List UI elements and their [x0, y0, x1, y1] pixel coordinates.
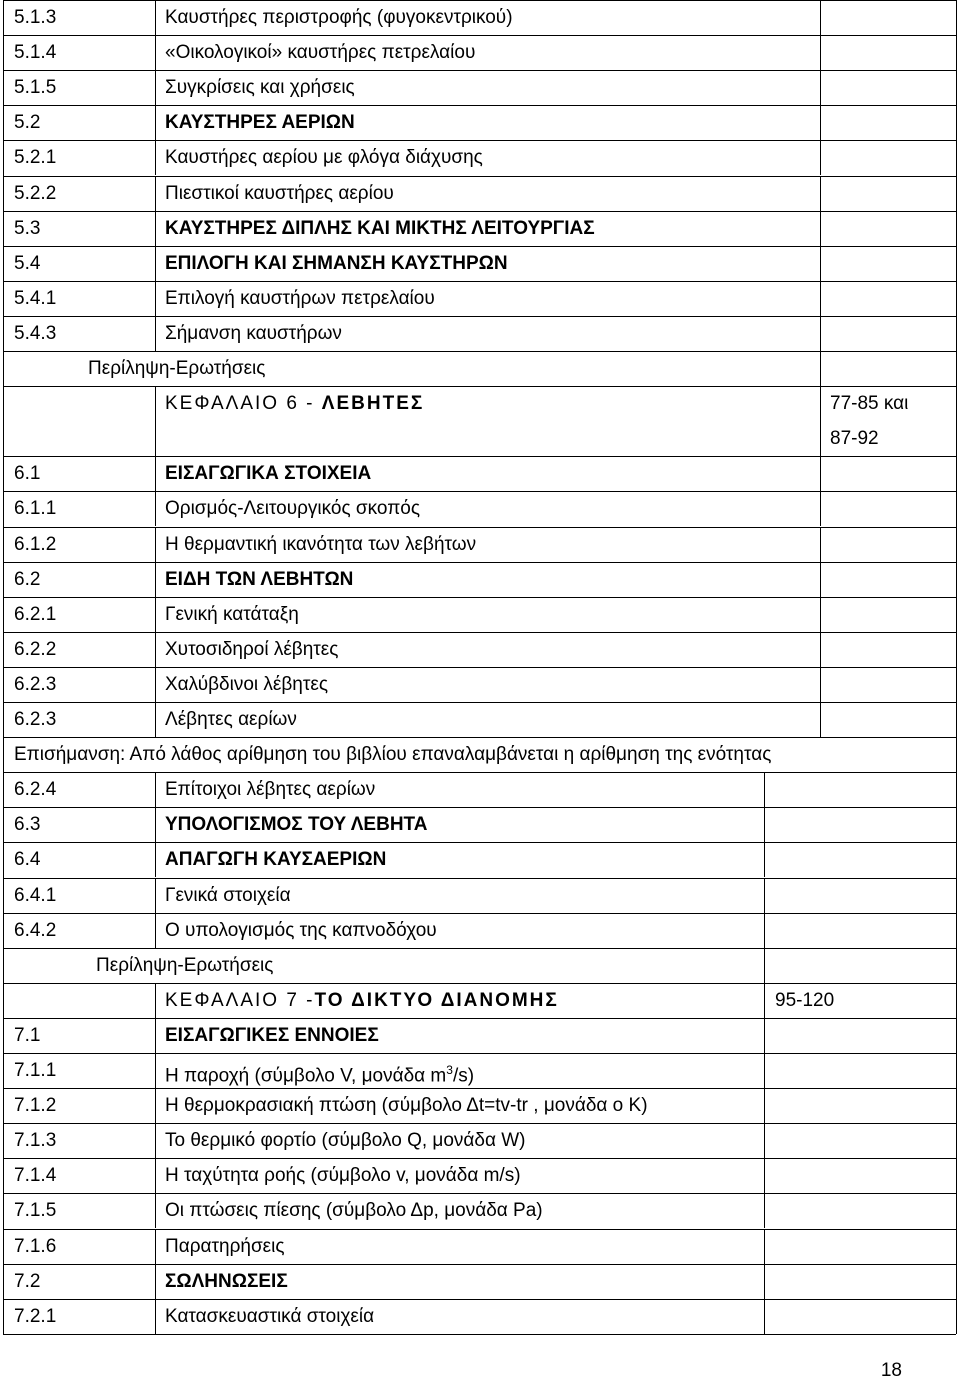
summary-label	[88, 351, 265, 386]
table-divider	[820, 456, 821, 491]
section-title	[165, 140, 483, 175]
table-rule	[3, 562, 956, 563]
chapter-title: ΛΕΒΗΤΕΣ	[321, 393, 425, 415]
table-rule	[3, 597, 956, 598]
title-text: ΚΑΥΣΤΗΡΕΣ ΑΕΡΙΩΝ	[165, 112, 355, 134]
table-divider	[820, 246, 821, 281]
section-number: 5.2.1	[14, 147, 57, 169]
table-divider	[155, 176, 156, 211]
title-text: Επιλογή καυστήρων πετρελαίου	[165, 287, 435, 309]
table-rule	[3, 1264, 956, 1265]
chapter-label: ΚΕΦΑΛΑΙΟ 7 -	[165, 989, 315, 1011]
table-divider	[155, 1088, 156, 1123]
section-number: 6.2.3	[14, 709, 57, 730]
table-divider	[155, 527, 156, 562]
table-divider	[820, 632, 821, 667]
table-divider	[155, 983, 156, 1018]
table-divider	[155, 35, 156, 70]
table-divider	[764, 1229, 765, 1264]
section-number: 5.4.3	[14, 322, 57, 344]
table-rule	[3, 386, 956, 387]
title-text: Επισήμανση: Από λάθος αρίθμηση του βιβλίου επαναλαμβάνεται η αρίθμηση της ενότητας	[14, 744, 772, 766]
title-text: Σήμανση καυστήρων	[165, 322, 342, 344]
table-divider	[820, 176, 821, 211]
table-rule	[3, 1018, 956, 1019]
table-divider	[155, 842, 156, 877]
section-number: 6.4.1	[14, 884, 57, 906]
table-divider	[820, 562, 821, 597]
superscript: 3	[446, 1063, 453, 1077]
section-title	[165, 456, 371, 491]
table-divider	[155, 456, 156, 491]
section-title	[165, 632, 338, 667]
section-number: 5.2.2	[14, 182, 57, 204]
section-title	[165, 281, 435, 316]
section-title	[165, 1123, 526, 1158]
table-divider	[155, 1158, 156, 1193]
title-text: Πιεστικοί καυστήρες αερίου	[165, 182, 394, 204]
table-divider	[155, 702, 156, 737]
section-number: 6.2.1	[14, 603, 57, 625]
table-rule	[3, 807, 956, 808]
table-rule	[3, 1334, 956, 1335]
table-divider	[155, 1123, 156, 1158]
table-rule	[3, 842, 956, 843]
table-rule	[3, 70, 956, 71]
title-text: ΕΙΣΑΓΩΓΙΚΕΣ ΕΝΝΟΙΕΣ	[165, 1024, 379, 1046]
table-rule	[3, 667, 956, 668]
table-rule	[3, 1299, 956, 1300]
section-number: 7.1.5	[14, 1200, 57, 1222]
table-divider	[155, 1264, 156, 1299]
section-number: 7.1.2	[14, 1095, 57, 1117]
section-number: 6.1	[14, 463, 41, 485]
table-divider	[155, 878, 156, 913]
title-text: ΥΠΟΛΟΓΙΣΜΟΣ ΤΟΥ ΛΕΒΗΤΑ	[165, 814, 428, 836]
section-title	[165, 772, 375, 807]
chapter-label: ΚΕΦΑΛΑΙΟ 6 -	[165, 393, 322, 415]
table-divider	[956, 0, 957, 1334]
table-divider	[155, 316, 156, 351]
section-number: 7.1.3	[14, 1130, 57, 1152]
table-divider	[820, 140, 821, 175]
table-divider	[764, 1193, 765, 1228]
section-title	[165, 1193, 543, 1228]
table-divider	[764, 772, 765, 807]
table-divider	[764, 1088, 765, 1123]
table-divider	[820, 211, 821, 246]
title-text: ΣΩΛΗΝΩΣΕΙΣ	[165, 1270, 288, 1292]
section-number: 6.2	[14, 568, 41, 590]
section-number: 6.2.4	[14, 779, 57, 801]
title-text: Κατασκευαστικά στοιχεία	[165, 1305, 375, 1327]
table-rule	[3, 491, 956, 492]
table-divider	[155, 1299, 156, 1334]
section-number: 7.2	[14, 1270, 41, 1292]
table-divider	[155, 1229, 156, 1264]
title-text: ΑΠΑΓΩΓΗ ΚΑΥΣΑΕΡΙΩΝ	[165, 849, 387, 871]
table-divider	[820, 667, 821, 702]
title-suffix: /s)	[452, 1065, 475, 1087]
table-divider	[820, 702, 821, 737]
table-divider	[155, 772, 156, 807]
section-title	[165, 491, 420, 526]
table-divider	[764, 1123, 765, 1158]
table-rule	[3, 913, 956, 914]
table-divider	[820, 0, 821, 35]
title-text: Χυτοσιδηροί λέβητες	[165, 638, 339, 660]
note-text	[14, 737, 771, 772]
title-text: Οι πτώσεις πίεσης (σύμβολο Δp, μονάδα Pa)	[165, 1200, 543, 1222]
table-divider	[155, 1053, 156, 1088]
section-number: 6.4.2	[14, 919, 57, 941]
table-divider	[764, 1158, 765, 1193]
table-divider	[155, 0, 156, 35]
section-number: 5.2	[14, 112, 41, 134]
section-number: 6.1.1	[14, 498, 57, 520]
table-divider	[764, 1053, 765, 1088]
title-text: Η ταχύτητα ροής (σύμβολο v, μονάδα m/s)	[165, 1165, 521, 1187]
table-divider	[155, 597, 156, 632]
table-divider	[155, 386, 156, 456]
section-number: 6.4	[14, 849, 41, 871]
title-text: Η παροχή (σύμβολο V, μονάδα m	[165, 1065, 447, 1087]
title-text: Το θερμικό φορτίο (σύμβολο Q, μονάδα W)	[165, 1130, 526, 1152]
table-rule	[3, 316, 956, 317]
table-divider	[155, 281, 156, 316]
table-divider	[155, 491, 156, 526]
table-divider	[820, 351, 821, 386]
section-title	[165, 105, 355, 140]
table-rule	[3, 772, 956, 773]
table-divider	[820, 105, 821, 140]
section-title	[165, 1088, 648, 1123]
page-range: 77-85 και	[830, 393, 909, 415]
table-rule	[3, 1229, 956, 1230]
page-range-continued: 87-92	[830, 428, 879, 450]
title-text: Συγκρίσεις και χρήσεις	[165, 77, 355, 99]
section-title	[165, 246, 508, 281]
section-title	[165, 597, 299, 632]
section-title	[165, 1229, 285, 1264]
section-title	[165, 807, 427, 842]
table-rule	[3, 702, 956, 703]
table-divider	[764, 1299, 765, 1334]
section-title	[165, 878, 291, 913]
section-title	[165, 1158, 521, 1193]
section-title	[165, 0, 513, 35]
section-title	[165, 1299, 374, 1334]
table-rule	[3, 878, 956, 879]
table-rule	[3, 105, 956, 106]
section-title	[165, 983, 559, 1018]
summary-label	[96, 948, 273, 983]
title-text: Λέβητες αερίων	[165, 709, 297, 730]
table-divider	[155, 70, 156, 105]
section-title	[165, 386, 424, 421]
section-title	[165, 70, 355, 105]
section-number: 6.2.2	[14, 638, 57, 660]
section-title	[165, 35, 475, 70]
title-text: ΕΙΔΗ ΤΩΝ ΛΕΒΗΤΩΝ	[165, 568, 354, 590]
table-divider	[820, 70, 821, 105]
table-divider	[155, 105, 156, 140]
section-title	[165, 1018, 379, 1053]
table-divider	[820, 527, 821, 562]
section-number: 5.3	[14, 217, 41, 239]
section-title	[165, 913, 437, 948]
section-number: 7.1.6	[14, 1235, 57, 1257]
title-text: Χαλύβδινοι λέβητες	[165, 673, 328, 695]
table-divider	[155, 807, 156, 842]
table-divider	[155, 913, 156, 948]
table-divider	[820, 491, 821, 526]
table-rule	[3, 632, 956, 633]
section-title	[165, 316, 342, 351]
table-divider	[820, 597, 821, 632]
chapter-title: ΤΟ ΔΙΚΤΥΟ ΔΙΑΝΟΜΗΣ	[314, 989, 559, 1011]
section-number: 7.1.1	[14, 1060, 57, 1081]
title-text: Ο υπολογισμός της καπνοδόχου	[165, 919, 437, 941]
title-text: Ορισμός-Λειτουργικός σκοπός	[165, 498, 421, 520]
section-number: 7.1.4	[14, 1165, 57, 1187]
title-text: Καυστήρες περιστροφής (φυγοκεντρικού)	[165, 7, 513, 28]
title-text: Η θερμαντική ικανότητα των λεβήτων	[165, 533, 477, 555]
section-number: 5.4.1	[14, 287, 57, 309]
table-divider	[764, 948, 765, 983]
section-title	[165, 176, 394, 211]
page-number: 18	[880, 1360, 902, 1381]
section-number: 5.4	[14, 252, 41, 274]
title-text: Περίληψη-Ερωτήσεις	[88, 358, 266, 379]
title-text: ΕΙΣΑΓΩΓΙΚΑ ΣΤΟΙΧΕΙΑ	[165, 463, 372, 485]
section-number: 5.1.4	[14, 42, 57, 64]
table-divider	[155, 562, 156, 597]
table-divider	[155, 632, 156, 667]
title-text: Επίτοιχοι λέβητες αερίων	[165, 779, 376, 801]
table-divider	[764, 1264, 765, 1299]
table-divider	[764, 842, 765, 877]
section-number: 5.1.5	[14, 77, 57, 99]
table-divider	[155, 667, 156, 702]
table-divider	[820, 281, 821, 316]
section-title	[165, 562, 353, 597]
table-divider	[764, 1018, 765, 1053]
table-rule	[3, 281, 956, 282]
table-divider	[155, 1018, 156, 1053]
table-rule	[3, 176, 956, 177]
title-text: Γενικά στοιχεία	[165, 884, 291, 906]
table-divider	[155, 246, 156, 281]
table-divider	[820, 316, 821, 351]
title-text: Καυστήρες αερίου με φλόγα διάχυσης	[165, 147, 483, 169]
title-text: Γενική κατάταξη	[165, 603, 299, 625]
table-divider	[764, 807, 765, 842]
title-text: ΚΑΥΣΤΗΡΕΣ ΔΙΠΛΗΣ ΚΑΙ ΜΙΚΤΗΣ ΛΕΙΤΟΥΡΓΙΑΣ	[165, 217, 595, 239]
table-divider	[155, 140, 156, 175]
table-divider	[820, 35, 821, 70]
table-rule	[3, 35, 956, 36]
table-divider	[764, 983, 765, 1018]
section-title	[165, 211, 595, 246]
title-text: Η θερμοκρασιακή πτώση (σύμβολο Δt=tv-tr , μονάδα o K)	[165, 1095, 648, 1117]
table-divider	[155, 211, 156, 246]
section-title	[165, 527, 476, 562]
section-number: 6.1.2	[14, 533, 57, 555]
page-range: 95-120	[775, 989, 835, 1011]
title-text: Περίληψη-Ερωτήσεις	[96, 954, 274, 976]
title-text: Παρατηρήσεις	[165, 1235, 285, 1257]
table-divider	[155, 1193, 156, 1228]
table-divider	[764, 878, 765, 913]
section-number: 7.2.1	[14, 1305, 57, 1327]
table-rule	[3, 527, 956, 528]
title-text: «Οικολογικοί» καυστήρες πετρελαίου	[165, 42, 476, 64]
table-divider	[764, 913, 765, 948]
section-title	[165, 667, 328, 702]
section-number: 7.1	[14, 1024, 41, 1046]
table-divider	[820, 386, 821, 456]
section-number: 5.1.3	[14, 7, 57, 28]
title-text: ΕΠΙΛΟΓΗ ΚΑΙ ΣΗΜΑΝΣΗ ΚΑΥΣΤΗΡΩΝ	[165, 252, 508, 274]
section-number: 6.3	[14, 814, 41, 836]
table-rule	[3, 456, 956, 457]
section-title	[165, 702, 297, 737]
section-number: 6.2.3	[14, 673, 57, 695]
table-rule	[3, 1053, 956, 1054]
section-title	[165, 842, 386, 877]
section-title	[165, 1264, 288, 1299]
